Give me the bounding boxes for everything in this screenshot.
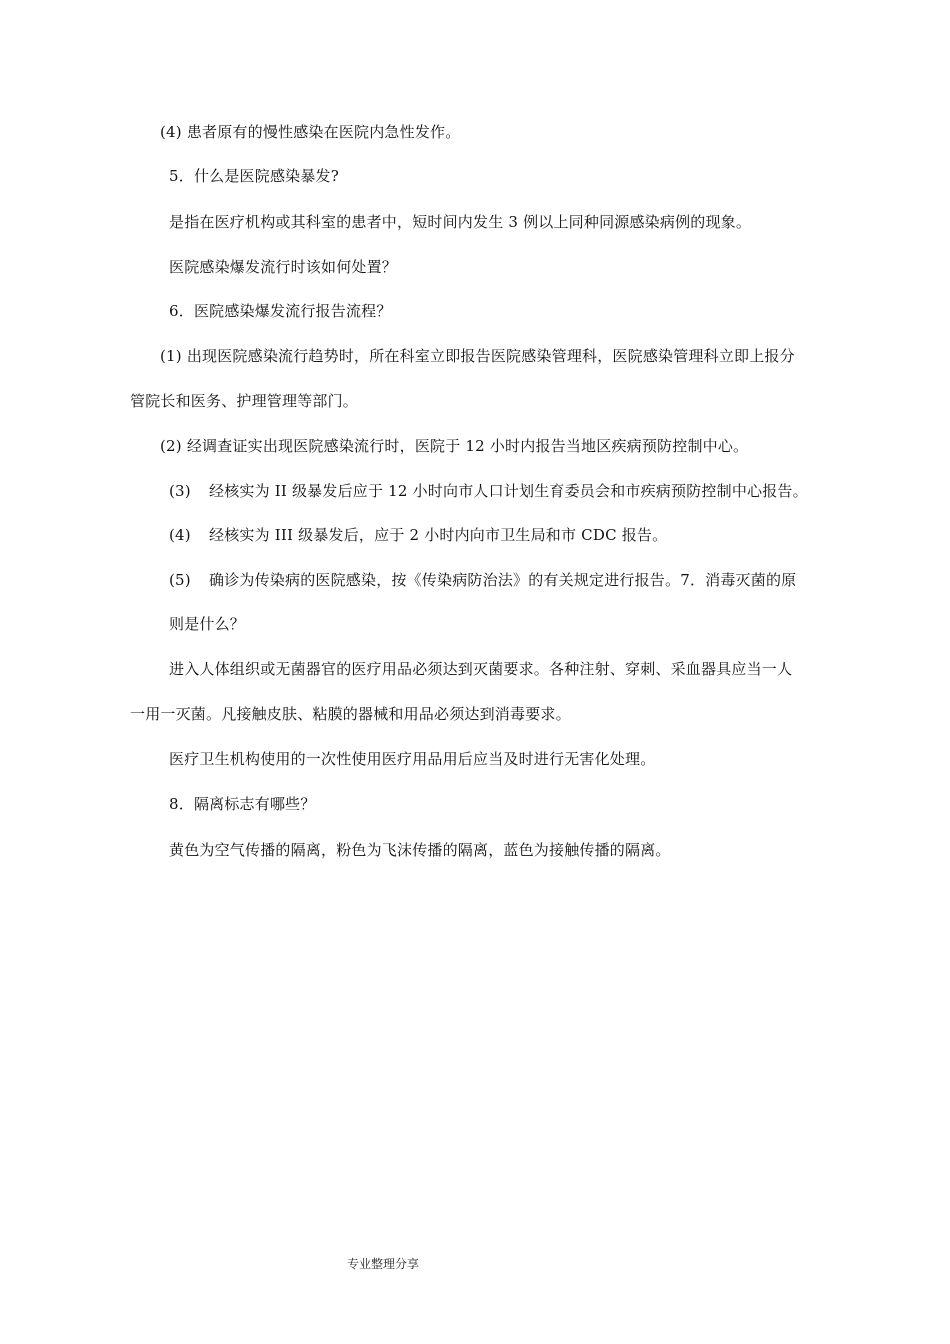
paragraph-line: 是指在医疗机构或其科室的患者中，短时间内发生 3 例以上同种同源感染病例的现象。 bbox=[169, 213, 752, 231]
paragraph-line: 进入人体组织或无菌器官的医疗用品必须达到灭菌要求。各种注射、穿刺、采血器具应当一人 bbox=[169, 660, 793, 678]
list-item bbox=[169, 570, 796, 590]
question-heading: 8．隔离标志有哪些？ bbox=[169, 795, 316, 813]
paragraph-line: (1) 出现医院感染流行趋势时，所在科室立即报告医院感染管理科，医院感染管理科立即上报分 bbox=[160, 347, 795, 365]
paragraph-line: 则是什么？ bbox=[169, 615, 246, 633]
list-number: (3) bbox=[169, 482, 191, 500]
question-heading: 5．什么是医院感染暴发? bbox=[169, 167, 339, 185]
paragraph-line: 管院长和医务、护理管理等部门。 bbox=[130, 392, 359, 410]
page-footer: 专业整理分享 bbox=[347, 1257, 420, 1271]
paragraph-line: 医疗卫生机构使用的一次性使用医疗用品用后应当及时进行无害化处理。 bbox=[169, 750, 656, 768]
question-heading: 6．医院感染爆发流行报告流程？ bbox=[169, 302, 392, 320]
paragraph-line: (4) 患者原有的慢性感染在医院内急性发作。 bbox=[160, 123, 461, 141]
list-number: (4) bbox=[169, 526, 191, 544]
paragraph-line: 一用一灭菌。凡接触皮肤、粘膜的器械和用品必须达到消毒要求。 bbox=[130, 705, 571, 723]
list-text: 确诊为传染病的医院感染，按《传染病防治法》的有关规定进行报告。7．消毒灭菌的原 bbox=[209, 571, 797, 589]
paragraph-line: (2) 经调查证实出现医院感染流行时，医院于 12 小时内报告当地区疾病预防控制中心。 bbox=[160, 437, 749, 455]
paragraph-line: 黄色为空气传播的隔离，粉色为飞沫传播的隔离，蓝色为接触传播的隔离。 bbox=[169, 841, 671, 859]
list-item bbox=[169, 481, 808, 501]
paragraph-line: 医院感染爆发流行时该如何处置？ bbox=[169, 258, 398, 276]
list-text: 经核实为 III 级暴发后，应于 2 小时内向市卫生局和市 CDC 报告。 bbox=[209, 526, 668, 544]
list-number: (5) bbox=[169, 571, 191, 589]
list-item bbox=[169, 525, 667, 545]
list-text: 经核实为 II 级暴发后应于 12 小时向市人口计划生育委员会和市疾病预防控制中心报告。 bbox=[209, 482, 808, 500]
